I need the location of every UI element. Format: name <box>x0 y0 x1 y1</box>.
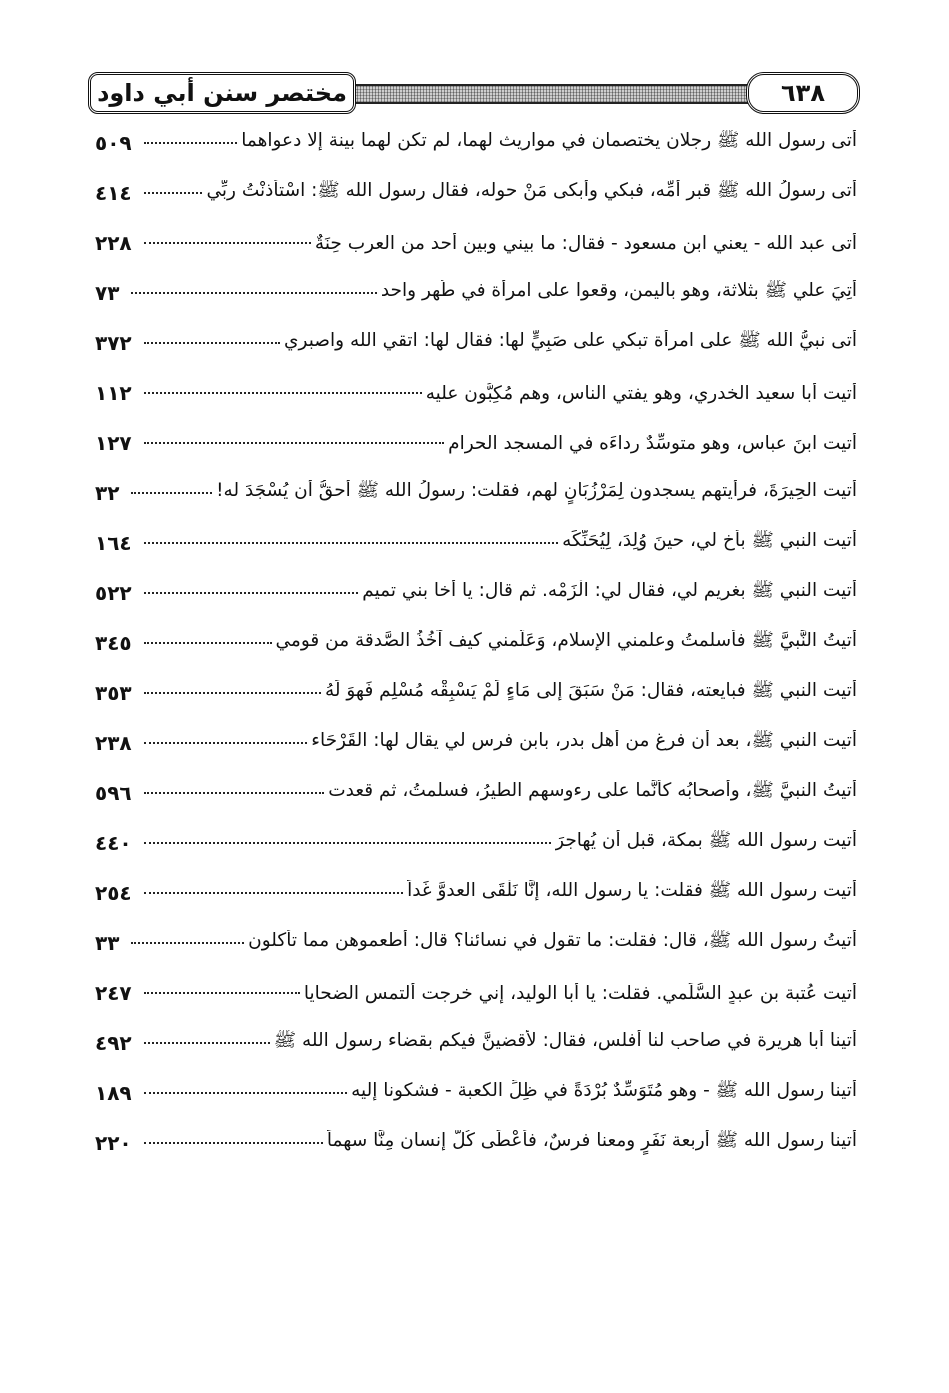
index-entry <box>95 318 857 368</box>
entry-text: أتيت النبي ﷺ بأخ لي، حينَ وُلِدَ، لِيُحَنِّكَه <box>562 530 857 551</box>
entry-text: أتيتُ رسول الله ﷺ، قال: فقلت: ما تقول في نسائنا؟ قال: أطعموهن مما تأكلون <box>248 930 857 951</box>
leader-dots <box>144 242 311 244</box>
entry-page-number: ٥٢٢ <box>95 581 132 605</box>
hadith-index-list <box>95 118 857 1168</box>
entry-page-number: ٢٣٨ <box>95 731 132 755</box>
leader-dots <box>144 992 300 994</box>
book-title: مختصر سنن أبي داود <box>88 72 356 114</box>
leader-dots <box>144 792 325 794</box>
index-entry <box>95 168 857 218</box>
index-entry <box>95 1068 857 1118</box>
header-decorative-band <box>348 84 760 104</box>
leader-dots <box>131 292 376 294</box>
entry-page-number: ٢٢٨ <box>95 231 132 255</box>
entry-text: أتى رسولُ الله ﷺ قبر أمِّه، فبكي وأبكى مَنْ حوله، فقال رسول الله ﷺ: اسْتأذنْتُ ربِّي <box>206 180 857 201</box>
entry-text: أتيت رسول الله ﷺ فقلت: يا رسول الله، إنَّا نَلْقَى العدوَّ غَداً <box>407 880 857 901</box>
leader-dots <box>144 1092 347 1094</box>
index-entry <box>95 118 857 168</box>
entry-text: أتيت أبا سعيد الخدري، وهو يفتي الناس، وهم مُكِبُّون عليه <box>425 382 857 404</box>
leader-dots <box>144 192 203 194</box>
index-entry <box>95 568 857 618</box>
leader-dots <box>144 142 238 144</box>
leader-dots <box>144 542 558 544</box>
entry-page-number: ٢٢٠ <box>95 1131 132 1155</box>
leader-dots <box>144 592 359 594</box>
entry-page-number: ١٢٧ <box>95 431 132 455</box>
index-entry <box>95 718 857 768</box>
entry-page-number: ٢٥٤ <box>95 881 132 905</box>
entry-text: أتيت ابنَ عباس، وهو متوسِّدٌ رداءَه في المسجد الحرام <box>448 432 857 454</box>
entry-text: أتى نبيُّ الله ﷺ على امرأة تبكي على صَبِيٍّ لها: فقال لها: اتقي الله واصبري <box>284 330 857 351</box>
entry-text: أتيتُ النَّبيَّ ﷺ فأسلمتُ وعلمني الإسلام، وَعَلَّمني كيف آخُذُ الصَّدقة من قومي <box>275 630 857 651</box>
leader-dots <box>144 1042 270 1044</box>
entry-page-number: ١١٢ <box>95 381 132 405</box>
entry-page-number: ٥٩٦ <box>95 781 132 805</box>
leader-dots <box>144 692 321 694</box>
index-entry <box>95 268 857 318</box>
entry-page-number: ١٨٩ <box>95 1081 132 1105</box>
leader-dots <box>144 442 444 444</box>
entry-page-number: ٤٤٠ <box>95 831 132 855</box>
entry-page-number: ٢٤٧ <box>95 981 132 1005</box>
index-entry <box>95 418 857 468</box>
entry-text: أتى رسول الله ﷺ رجلان يختصمان في مواريث لهما، لم تكن لهما بينة إلا دعواهما <box>241 130 857 151</box>
leader-dots <box>144 842 552 844</box>
entry-text: أتيت النبي ﷺ، بعد أن فرغ من أهل بدر، بابن فرس لي يقال لها: القَرْحَاء <box>311 730 857 751</box>
index-entry <box>95 668 857 718</box>
entry-text: أتيت الحِيرَةَ، فرأيتهم يسجدون لِمَرْزُبَانٍ لهم، فقلت: رسولُ الله ﷺ أحقُّ أن يُسْجَدَ له! <box>216 480 857 501</box>
entry-text: أتيت رسول الله ﷺ بمكة، قبل أن يُهاجرَ <box>555 830 857 851</box>
leader-dots <box>144 1142 323 1144</box>
entry-text: أتينا رسول الله ﷺ أربعة نَفَرٍ ومعنا فرسٌ، فأعْطَى كُلَّ إنسان مِنَّا سهماً <box>326 1130 857 1151</box>
leader-dots <box>131 492 212 494</box>
entry-text: أتيت النبي ﷺ فبايعته، فقال: مَنْ سَبَقَ إلى مَاءٍ لَمْ يَسْبِقْه مُسْلِم فَهوَ لَهُ <box>324 680 857 701</box>
entry-page-number: ٣٤٥ <box>95 631 132 655</box>
index-entry <box>95 1118 857 1168</box>
index-entry <box>95 468 857 518</box>
entry-page-number: ٣٥٣ <box>95 681 132 705</box>
index-entry <box>95 218 857 268</box>
page-number: ٦٣٨ <box>746 72 860 114</box>
index-entry <box>95 818 857 868</box>
entry-page-number: ٧٣ <box>95 281 120 305</box>
leader-dots <box>131 942 244 944</box>
index-entry <box>95 368 857 418</box>
page-header <box>88 70 860 114</box>
index-entry <box>95 768 857 818</box>
index-entry <box>95 1018 857 1068</box>
entry-page-number: ٣٧٢ <box>95 331 132 355</box>
entry-page-number: ٣٢ <box>95 481 120 505</box>
entry-text: أتيت عُتبة بن عبدٍ السُّلَمي. فقلت: يا أبا الوليد، إني خرجت ألتمس الضحايا <box>303 982 857 1004</box>
entry-page-number: ٣٣ <box>95 931 120 955</box>
entry-text: أتينا أبا هريرة في صاحب لنا أفلس، فقال: لأقضينَّ فيكم بقضاء رسول الله ﷺ <box>273 1030 857 1051</box>
index-entry <box>95 968 857 1018</box>
entry-text: أُتِيَ علي ﷺ بثلاثة، وهو باليمن، وقعوا على امرأة في طُهر واحد <box>380 280 857 301</box>
entry-page-number: ٥٠٩ <box>95 131 132 155</box>
leader-dots <box>144 642 272 644</box>
entry-page-number: ٤١٤ <box>95 181 132 205</box>
index-entry <box>95 618 857 668</box>
index-entry <box>95 918 857 968</box>
index-entry <box>95 518 857 568</box>
entry-page-number: ٤٩٢ <box>95 1031 132 1055</box>
entry-text: أتى عبد الله - يعني ابن مسعود - فقال: ما بيني وبين أحد من العرب حِنَةٌ <box>314 232 857 254</box>
entry-text: أتيتُ النبيَّ ﷺ، وأصحابُه كأنَّما على رءوسهم الطيرُ، فسلمتُ، ثم قعدت <box>328 780 857 801</box>
leader-dots <box>144 392 422 394</box>
leader-dots <box>144 742 308 744</box>
entry-text: أتيت النبي ﷺ بغريم لي، فقال لي: الْزَمْه. ثم قال: يا أخا بني تميم <box>362 580 857 601</box>
index-entry <box>95 868 857 918</box>
leader-dots <box>144 342 280 344</box>
entry-text: أتينا رسول الله ﷺ - وهو مُتَوَسِّدٌ بُرْدَةً في ظِلِّ الكعبة - فشكونا إليه <box>351 1080 857 1101</box>
entry-page-number: ١٦٤ <box>95 531 132 555</box>
leader-dots <box>144 892 403 894</box>
